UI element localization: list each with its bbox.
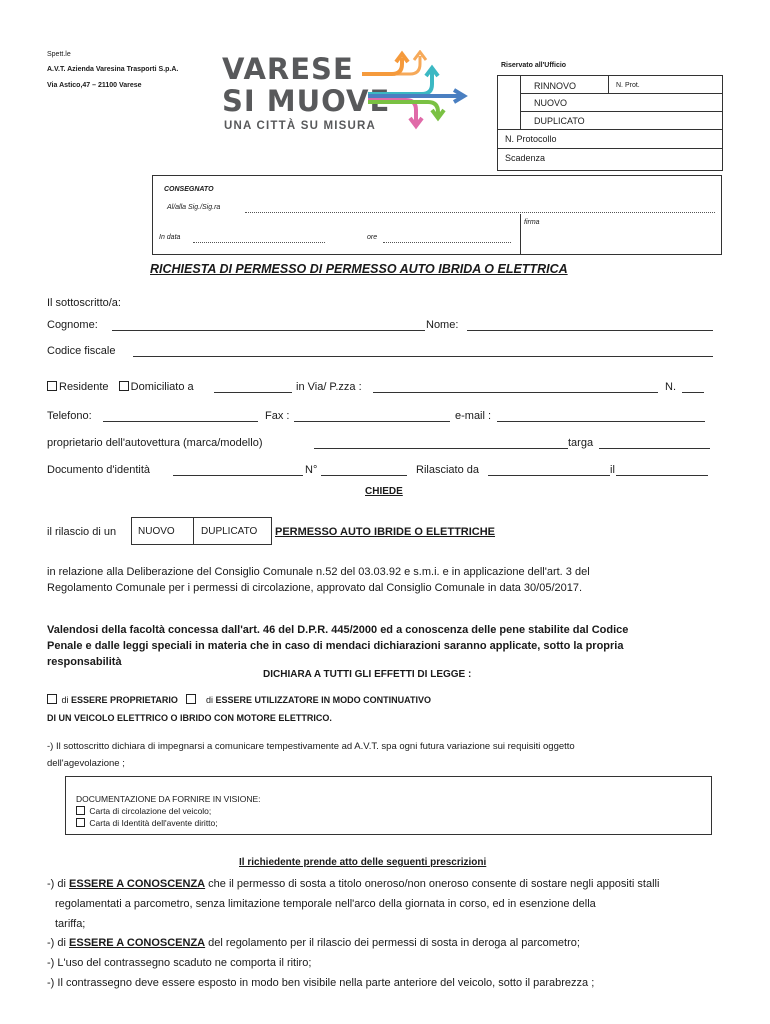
impegno-line1: -) Il sottoscritto dichiara di impegnarsi a comunicare tempestivamente ad A.V.T. spa ogni futura variazione sui requisiti oggetto: [47, 741, 575, 752]
prescrizioni-heading: Il richiedente prende atto delle seguenti prescrizioni: [239, 857, 487, 868]
doc-item-carta-circolazione: [76, 806, 211, 816]
cognome-label: Cognome:: [47, 319, 98, 331]
consegnato-in-data: In data: [159, 234, 181, 241]
essere-utilizzatore-label: ESSERE UTILIZZATORE IN MODO CONTINUATIVO: [215, 695, 432, 705]
office-box: [497, 75, 723, 171]
di1-label: di: [61, 695, 69, 705]
proprietario-label: proprietario dell'autovettura (marca/modello): [47, 437, 263, 449]
data-rilascio-field[interactable]: [616, 475, 708, 476]
tipo-permesso-box: [131, 517, 272, 545]
consegnato-al-line[interactable]: [245, 212, 715, 213]
residente-checkbox[interactable]: [47, 381, 57, 391]
via-label: in Via/ P.zza :: [296, 381, 362, 393]
logo-tagline: UNA CITTÀ SU MISURA: [224, 120, 377, 132]
prescrizione-2: [47, 937, 580, 949]
consegnato-firma: firma: [524, 219, 540, 226]
cognome-field[interactable]: [112, 330, 425, 331]
doc-checkbox-circolazione[interactable]: [76, 806, 85, 815]
office-nuovo: NUOVO: [534, 98, 568, 108]
doc-checkbox-identita[interactable]: [76, 818, 85, 827]
domiciliato-checkbox[interactable]: [119, 381, 129, 391]
numero-documento-field[interactable]: [321, 475, 407, 476]
logo-varese-si-muove: [222, 50, 482, 140]
rilasciato-label: Rilasciato da: [416, 464, 479, 476]
p2-pre: -) di: [47, 937, 66, 949]
consegnato-ore: ore: [367, 234, 378, 241]
prescrizione-3: -) L'uso del contrassegno scaduto ne comporta il ritiro;: [47, 957, 312, 969]
doc-item-label: Carta di Identità dell'avente diritto;: [89, 818, 218, 828]
office-rinnovo: RINNOVO: [534, 81, 577, 91]
relazione-line1: in relazione alla Deliberazione del Consiglio Comunale n.52 del 03.03.92 e s.m.i. e in applicazione dell'art. 3 del: [47, 566, 590, 578]
office-n-protocollo: N. Protocollo: [505, 134, 557, 144]
impegno-line2: dell'agevolazione ;: [47, 758, 125, 769]
telefono-field[interactable]: [103, 421, 258, 422]
logo-line2: SI MUOVE: [222, 84, 391, 118]
p2-rest: del regolamento per il rilascio dei permessi di sosta in deroga al parcometro;: [208, 937, 580, 949]
rilascio-label: il rilascio di un: [47, 526, 117, 538]
consegnato-box: [152, 175, 722, 255]
via-field[interactable]: [373, 392, 658, 393]
residenza-row: [47, 381, 194, 393]
numero-civico-field[interactable]: [682, 392, 704, 393]
relazione-line2: Regolamento Comunale per i permessi di circolazione, approvato dal Consiglio Comunale in data 30/05/2017.: [47, 582, 583, 594]
tipo-duplicato-option[interactable]: DUPLICATO: [201, 526, 258, 537]
nome-field[interactable]: [467, 330, 713, 331]
doc-item-label: Carta di circolazione del veicolo;: [89, 806, 212, 816]
nome-label: Nome:: [426, 319, 459, 331]
valendosi-line2: Penale e dalle leggi speciali in materia che in caso di mendaci dichiarazioni saranno applicate, sotto la propria: [47, 640, 624, 652]
sender-spett: Spett.le: [47, 51, 71, 58]
tipo-nuovo-option[interactable]: NUOVO: [138, 526, 175, 537]
telefono-label: Telefono:: [47, 410, 92, 422]
email-field[interactable]: [497, 421, 705, 422]
utilizzatore-checkbox[interactable]: [186, 694, 196, 704]
fax-field[interactable]: [294, 421, 450, 422]
essere-proprietario-label: ESSERE PROPRIETARIO: [71, 695, 178, 705]
permesso-label: PERMESSO AUTO IBRIDE O ELETTRICHE: [275, 526, 496, 538]
p1-rest: che il permesso di sosta a titolo oneroso/non oneroso consente di sostare negli appositi stalli: [208, 878, 660, 890]
documentazione-title: DOCUMENTAZIONE DA FORNIRE IN VISIONE:: [76, 794, 261, 804]
numero-civico-label: N.: [665, 381, 676, 393]
valendosi-line1: Valendosi della facoltà concessa dall'art. 46 del D.P.R. 445/2000 ed a conoscenza delle pene stabilite dal Codice: [47, 624, 629, 636]
proprietario-checkbox[interactable]: [47, 694, 57, 704]
il-label: il: [610, 464, 615, 476]
consegnato-ore-line[interactable]: [383, 242, 511, 243]
prescrizione-1: [47, 878, 659, 890]
logo-arrows-icon: [362, 50, 477, 136]
rilasciato-field[interactable]: [488, 475, 610, 476]
office-n-prot: N. Prot.: [616, 82, 640, 89]
p2-bold: ESSERE A CONOSCENZA: [69, 937, 206, 949]
consegnato-title: CONSEGNATO: [164, 186, 214, 193]
consegnato-al: Al/alla Sig./Sig.ra: [167, 204, 221, 211]
documento-field[interactable]: [173, 475, 303, 476]
domiciliato-field[interactable]: [214, 392, 292, 393]
doc-item-carta-identita: [76, 818, 218, 828]
page-title: RICHIESTA DI PERMESSO DI PERMESSO AUTO IBRIDA O ELETTRICA: [150, 262, 568, 276]
prescrizione-1-line2: regolamentati a parcometro, senza limitazione temporale nell'arco della giornata in corso, ed in esenzione della: [55, 898, 596, 910]
p1-bold: ESSERE A CONOSCENZA: [69, 878, 206, 890]
numero-documento-label: N°: [305, 464, 318, 476]
targa-label: targa: [568, 437, 594, 449]
veicolo-label: DI UN VEICOLO ELETTRICO O IBRIDO CON MOTORE ELETTRICO.: [47, 713, 332, 723]
office-duplicato: DUPLICATO: [534, 116, 585, 126]
valendosi-line3: responsabilità: [47, 656, 122, 668]
fax-label: Fax :: [265, 410, 290, 422]
email-label: e-mail :: [455, 410, 492, 422]
codice-fiscale-label: Codice fiscale: [47, 345, 116, 357]
sender-company: A.V.T. Azienda Varesina Trasporti S.p.A.: [47, 66, 179, 73]
prescrizione-1-line3: tariffa;: [55, 918, 86, 930]
di2-label: di: [205, 695, 213, 705]
prescrizione-4: -) Il contrassegno deve essere esposto in modo ben visibile nella parte anteriore del veicolo, sotto il parabrezza ;: [47, 977, 595, 989]
dichiarazione-row: [47, 694, 431, 705]
domiciliato-label: Domiciliato a: [130, 381, 194, 393]
office-scadenza: Scadenza: [505, 153, 546, 163]
office-title: Riservato all'Ufficio: [501, 62, 567, 69]
sottoscritto-label: Il sottoscritto/a:: [47, 297, 121, 309]
documento-label: Documento d'identità: [47, 464, 150, 476]
residente-label: Residente: [59, 381, 109, 393]
dichiara-heading: DICHIARA A TUTTI GLI EFFETTI DI LEGGE :: [263, 669, 472, 680]
targa-field[interactable]: [599, 448, 710, 449]
logo-line1: VARESE: [222, 52, 354, 86]
codice-fiscale-field[interactable]: [133, 356, 713, 357]
documentazione-box: [65, 776, 712, 835]
chiede-heading: CHIEDE: [365, 486, 403, 497]
sender-address: Via Astico,47 – 21100 Varese: [47, 82, 142, 89]
p1-pre: -) di: [47, 878, 66, 890]
marca-modello-field[interactable]: [314, 448, 568, 449]
consegnato-data-line[interactable]: [193, 242, 325, 243]
